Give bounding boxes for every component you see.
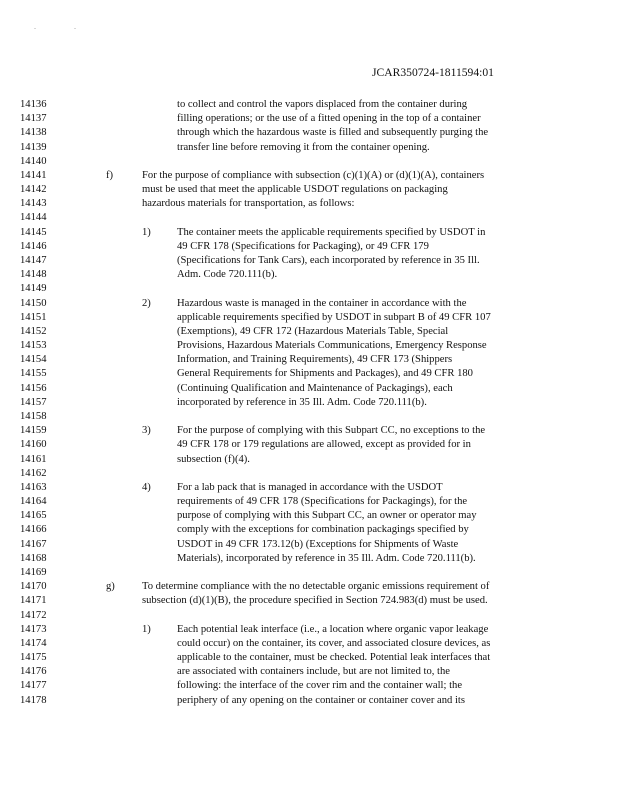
text-line — [0, 665, 618, 679]
text-line — [0, 268, 618, 282]
text-line — [0, 623, 618, 637]
line-number: 14140 — [20, 155, 47, 167]
text-line — [0, 509, 618, 523]
document-id: JCAR350724-1811594:01 — [372, 66, 494, 79]
line-text: Materials), incorporated by reference in 35 Ill. Adm. Code 720.111(b). — [177, 552, 476, 564]
line-number: 14147 — [20, 255, 47, 266]
line-number: 14170 — [20, 581, 47, 593]
text-line — [0, 339, 618, 353]
text-line — [0, 226, 618, 240]
line-text: must be used that meet the applicable USDOT regulations on packaging — [142, 184, 448, 196]
line-text: For the purpose of compliance with subsection (c)(1)(A) or (d)(1)(A), containers — [142, 169, 485, 181]
text-line — [0, 282, 618, 296]
text-line — [0, 495, 618, 509]
line-number: 14157 — [20, 396, 47, 408]
text-line — [0, 651, 618, 665]
subsection-marker: 2) — [142, 297, 151, 309]
line-number: 14166 — [20, 524, 47, 536]
line-text: transfer line before removing it from the container opening. — [177, 141, 430, 153]
line-number: 14167 — [20, 538, 47, 550]
subsection-marker: f) — [106, 169, 114, 181]
line-number: 14153 — [20, 340, 47, 352]
subsection-marker: 1) — [142, 226, 151, 238]
line-text: Information, and Training Requirements), 49 CFR 173 (Shippers — [177, 354, 453, 366]
text-line — [0, 424, 618, 438]
line-text: comply with the exceptions for combination packagings specified by — [177, 524, 469, 536]
line-text: Each potential leak interface (i.e., a location where organic vapor leakage — [177, 623, 489, 635]
text-line — [0, 240, 618, 254]
line-number: 14175 — [20, 652, 47, 663]
line-number: 14176 — [20, 666, 47, 678]
line-number: 14141 — [20, 169, 47, 181]
line-text: through which the hazardous waste is filled and subsequently purging the — [177, 127, 489, 139]
text-line — [0, 552, 618, 566]
text-line — [0, 453, 618, 467]
line-text: could occur) on the container, its cover, and associated closure devices, as — [177, 637, 491, 649]
line-text: For the purpose of complying with this Subpart CC, no exceptions to the — [177, 425, 486, 437]
line-number: 14162 — [20, 467, 47, 479]
line-number: 14149 — [20, 283, 47, 295]
text-line — [0, 538, 618, 552]
line-text: requirements of 49 CFR 178 (Specifications for Packagings), for the — [177, 496, 468, 507]
line-number: 14136 — [20, 99, 47, 110]
subsection-marker: 1) — [142, 623, 151, 635]
text-line — [0, 126, 618, 140]
text-line — [0, 211, 618, 225]
text-line — [0, 396, 618, 410]
text-line — [0, 353, 618, 367]
line-number: 14145 — [20, 226, 47, 238]
text-line — [0, 410, 618, 424]
line-text: To determine compliance with the no detectable organic emissions requirement of — [142, 581, 490, 593]
text-line — [0, 382, 618, 396]
line-text: hazardous materials for transportation, as follows: — [142, 198, 355, 210]
line-number: 14143 — [20, 198, 47, 210]
line-text: incorporated by reference in 35 Ill. Adm. Code 720.111(b). — [177, 396, 427, 408]
line-number: 14138 — [20, 127, 47, 139]
line-text: Adm. Code 720.111(b). — [177, 269, 278, 281]
text-line — [0, 155, 618, 169]
text-line — [0, 694, 618, 708]
line-number: 14142 — [20, 184, 47, 196]
line-number: 14168 — [20, 552, 47, 564]
line-number: 14154 — [20, 354, 47, 366]
line-number: 14148 — [20, 269, 47, 281]
line-text: USDOT in 49 CFR 173.12(b) (Exceptions for Shipments of Waste — [177, 538, 459, 550]
line-number: 14155 — [20, 368, 47, 380]
line-text: 49 CFR 178 (Specifications for Packaging), or 49 CFR 179 — [177, 240, 429, 252]
line-number: 14177 — [20, 680, 47, 692]
line-text: (Exemptions), 49 CFR 172 (Hazardous Materials Table, Special — [177, 325, 449, 337]
subsection-marker: g) — [106, 581, 115, 593]
line-text: General Requirements for Shipments and Packages), and 49 CFR 180 — [177, 368, 473, 380]
line-text: 49 CFR 178 or 179 regulations are allowed, except as provided for in — [177, 439, 471, 451]
line-text: For a lab pack that is managed in accordance with the USDOT — [177, 481, 443, 493]
text-line — [0, 141, 618, 155]
text-line — [0, 325, 618, 339]
line-text: Hazardous waste is managed in the container in accordance with the — [177, 297, 467, 309]
text-line — [0, 183, 618, 197]
text-line — [0, 523, 618, 537]
line-number: 14152 — [20, 325, 47, 337]
line-text: (Continuing Qualification and Maintenance of Packagings), each — [177, 382, 453, 394]
line-number: 14173 — [20, 623, 47, 635]
line-number: 14164 — [20, 496, 47, 507]
text-line — [0, 609, 618, 623]
line-text: are associated with containers include, but are not limited to, the — [177, 666, 450, 678]
text-line — [0, 679, 618, 693]
text-line — [0, 197, 618, 211]
text-line — [0, 311, 618, 325]
text-line — [0, 566, 618, 580]
line-text: subsection (f)(4). — [177, 453, 250, 465]
line-text: The container meets the applicable requirements specified by USDOT in — [177, 226, 486, 238]
text-line — [0, 98, 618, 112]
line-number: 14178 — [20, 694, 47, 706]
corner-marks: . . — [34, 22, 94, 31]
text-line — [0, 112, 618, 126]
text-line — [0, 438, 618, 452]
line-number: 14165 — [20, 510, 47, 522]
line-text: Provisions, Hazardous Materials Communications, Emergency Response — [177, 340, 487, 352]
line-number: 14158 — [20, 411, 47, 422]
line-number: 14172 — [20, 609, 47, 621]
line-number: 14151 — [20, 311, 47, 323]
line-text: following: the interface of the cover rim and the container wall; the — [177, 680, 463, 692]
line-number: 14161 — [20, 453, 47, 465]
text-line — [0, 594, 618, 608]
line-number: 14156 — [20, 382, 47, 394]
subsection-marker: 3) — [142, 425, 151, 437]
line-number: 14150 — [20, 297, 47, 309]
text-line — [0, 481, 618, 495]
subsection-marker: 4) — [142, 481, 151, 493]
line-text: periphery of any opening on the container or container cover and its — [177, 694, 465, 706]
line-number: 14139 — [20, 141, 47, 153]
line-number: 14171 — [20, 595, 47, 607]
text-line — [0, 297, 618, 311]
line-number: 14169 — [20, 566, 47, 578]
text-line — [0, 169, 618, 183]
line-text: applicable to the container, must be checked. Potential leak interfaces that — [177, 652, 491, 663]
text-line — [0, 637, 618, 651]
line-text: subsection (d)(1)(B), the procedure specified in Section 724.983(d) must be used. — [142, 595, 488, 607]
line-text: to collect and control the vapors displaced from the container during — [177, 99, 468, 110]
line-number: 14146 — [20, 240, 47, 252]
line-number: 14144 — [20, 212, 47, 224]
text-line — [0, 367, 618, 381]
line-number: 14159 — [20, 425, 47, 437]
line-text: filling operations; or the use of a fitted opening in the top of a container — [177, 113, 481, 125]
line-number: 14137 — [20, 113, 47, 125]
line-text: (Specifications for Tank Cars), each incorporated by reference in 35 Ill. — [177, 255, 480, 266]
text-line — [0, 254, 618, 268]
line-text: applicable requirements specified by USDOT in subpart B of 49 CFR 107 — [177, 311, 491, 323]
text-line — [0, 580, 618, 594]
line-number: 14163 — [20, 481, 47, 493]
line-number: 14160 — [20, 439, 47, 451]
text-line — [0, 467, 618, 481]
line-text: purpose of complying with this Subpart CC, an owner or operator may — [177, 510, 477, 522]
line-number: 14174 — [20, 637, 47, 649]
